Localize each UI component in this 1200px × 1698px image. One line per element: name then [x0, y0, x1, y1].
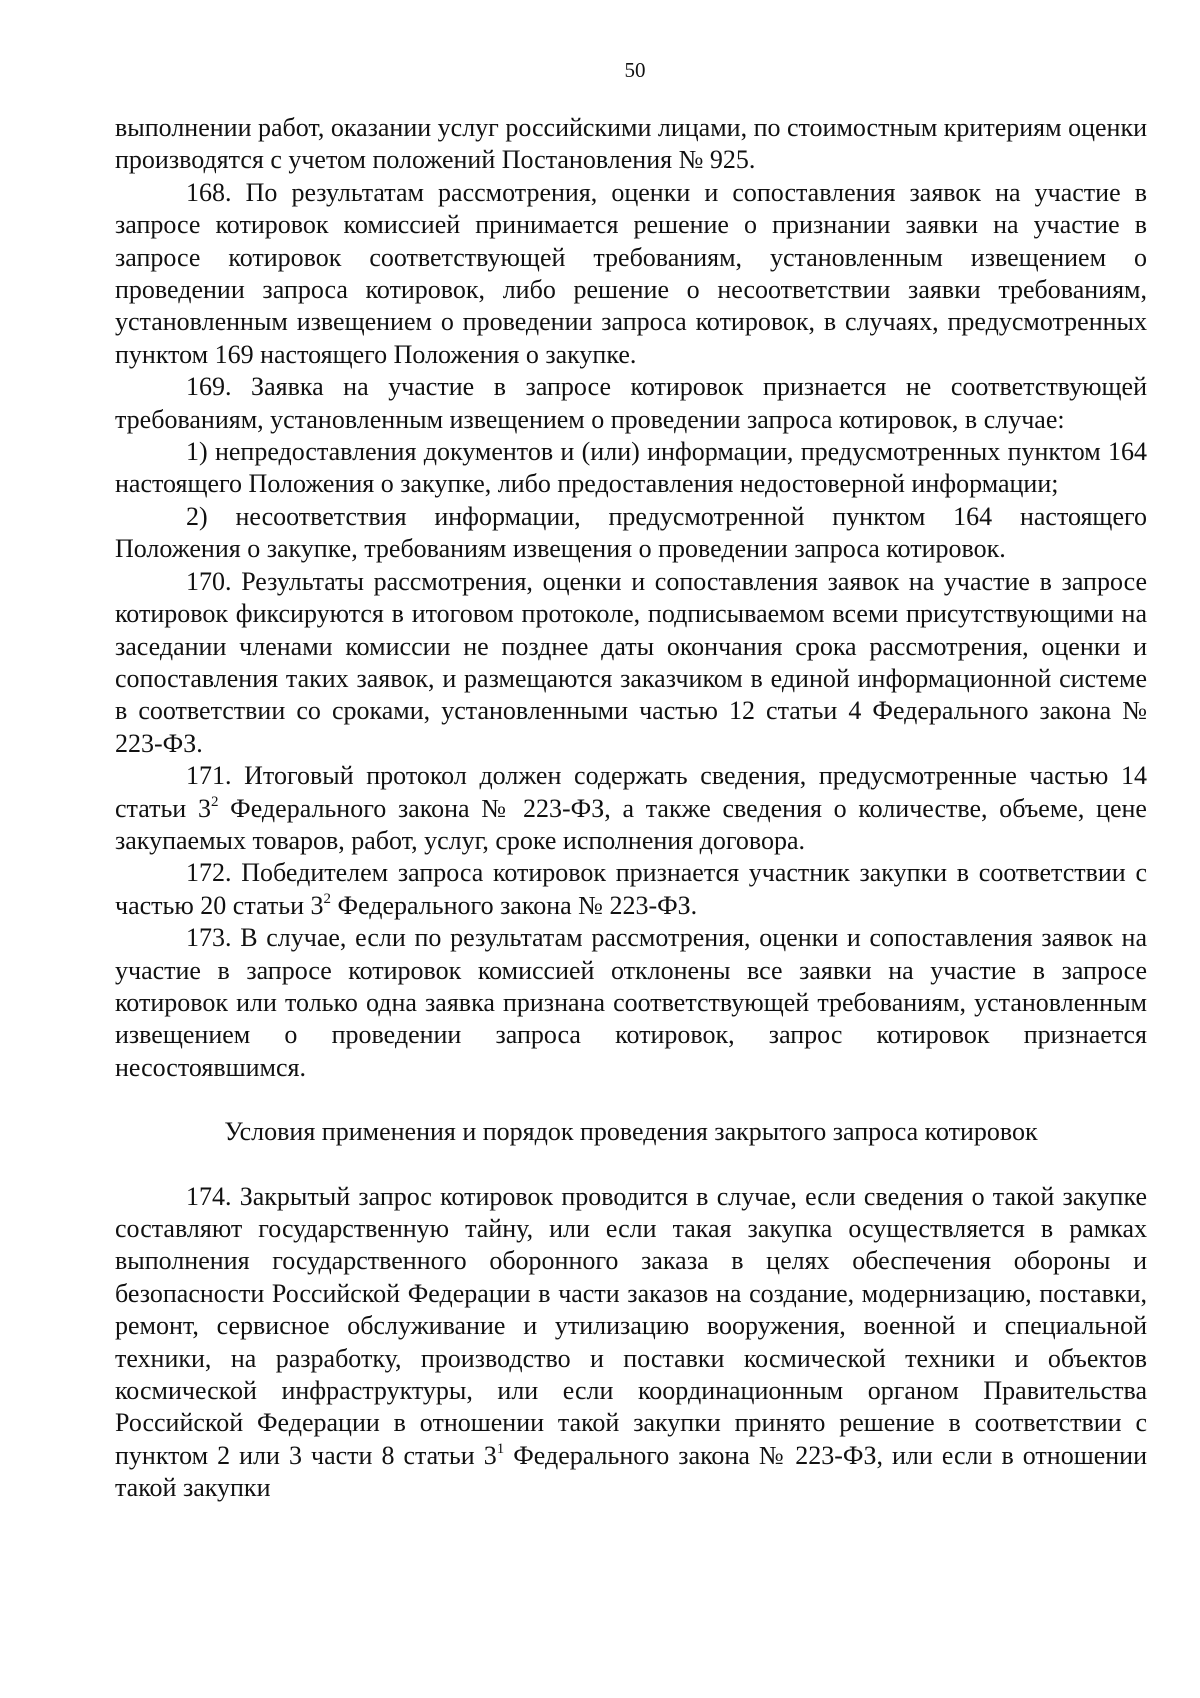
- page-number: 50: [624, 58, 646, 82]
- paragraph-169-item-1: 1) непредоставления документов и (или) информации, предусмотренных пунктом 164 настоящего Положения о закупке, либо предоставления недостоверной информации;: [115, 437, 1147, 499]
- paragraph-173: 173. В случае, если по результатам рассмотрения, оценки и сопоставления заявок на участие в запросе котировок комиссией отклонены все заявки на участие в запросе котировок или только одна заявка признана соответствующей требованиям, установленным извещением о проведении запроса котировок, запрос котировок признается несостоявшимся.: [115, 923, 1147, 1082]
- paragraph-169-item-2: 2) несоответствия информации, предусмотренной пунктом 164 настоящего Положения о закупке, требованиям извещения о проведении запроса котировок.: [115, 501, 1147, 564]
- superscript-2: 2: [323, 890, 332, 907]
- paragraph-170: 170. Результаты рассмотрения, оценки и сопоставления заявок на участие в запросе котировок фиксируются в итоговом протоколе, подписываемом всеми присутствующими на заседании членами комиссии не позднее даты окончания срока рассмотрения, оценки и сопоставления таких заявок, и размещаются заказчиком в единой информационной системе в соответствии со сроками, установленными частью 12 статьи 4 Федерального закона № 223-ФЗ.: [115, 566, 1147, 758]
- paragraph-171-text-b: Федерального закона № 223-ФЗ, а также сведения о количестве, объеме, цене закупаемых товаров, работ, услуг, сроке исполнения договора.: [115, 793, 1147, 855]
- paragraph-172: [115, 857, 1147, 922]
- paragraph-171-text-a: 171. Итоговый протокол должен содержать сведения, предусмотренные частью 14 статьи 3: [115, 761, 1147, 823]
- paragraph-172-text-a: 172. Победителем запроса котировок признается участник закупки в соответствии с частью 20 статьи 3: [115, 858, 1147, 920]
- paragraph-171: [115, 760, 1147, 857]
- superscript-2: 2: [210, 793, 219, 810]
- document-body: [115, 112, 1147, 1505]
- section-heading: Условия применения и порядок проведения закрытого запроса котировок: [224, 1117, 1038, 1147]
- paragraph-168: 168. По результатам рассмотрения, оценки и сопоставления заявок на участие в запросе котировок комиссией принимается решение о признании заявки на участие в запросе котировок соответствующей требованиям, установленным извещением о проведении запроса котировок, либо решение о несоответствии заявки требованиям, установленным извещением о проведении запроса котировок, в случаях, предусмотренных пунктом 169 настоящего Положения о закупке.: [115, 177, 1147, 369]
- paragraph-174: [115, 1181, 1147, 1505]
- paragraph-169: 169. Заявка на участие в запросе котировок признается не соответствующей требованиям, установленным извещением о проведении запроса котировок, в случае:: [115, 372, 1147, 434]
- superscript-1: 1: [496, 1440, 505, 1457]
- paragraph-172-text-b: Федерального закона № 223-ФЗ.: [331, 890, 698, 920]
- paragraph-174-text-a: 174. Закрытый запрос котировок проводится в случае, если сведения о такой закупке составляют государственную тайну, или если такая закупка осуществляется в рамках выполнения государственного оборонного заказа в целях обеспечения обороны и безопасности Российской Федерации в части заказов на создание, модернизацию, поставки, ремонт, сервисное обслуживание и утилизацию вооружения, военной и специальной техники, на разработку, производство и поставки космической техники и объектов космической инфраструктуры, или если координационным органом Правительства Российской Федерации в отношении такой закупки принято решение в соответствии с пунктом 2 или 3 части 8 статьи 3: [115, 1181, 1147, 1470]
- paragraph-continuation: выполнении работ, оказании услуг российскими лицами, по стоимостным критериям оценки производятся с учетом положений Постановления № 925.: [115, 113, 1147, 175]
- paragraph-174-text-b: Федерального закона № 223-ФЗ, или если в отношении такой закупки: [115, 1440, 1147, 1503]
